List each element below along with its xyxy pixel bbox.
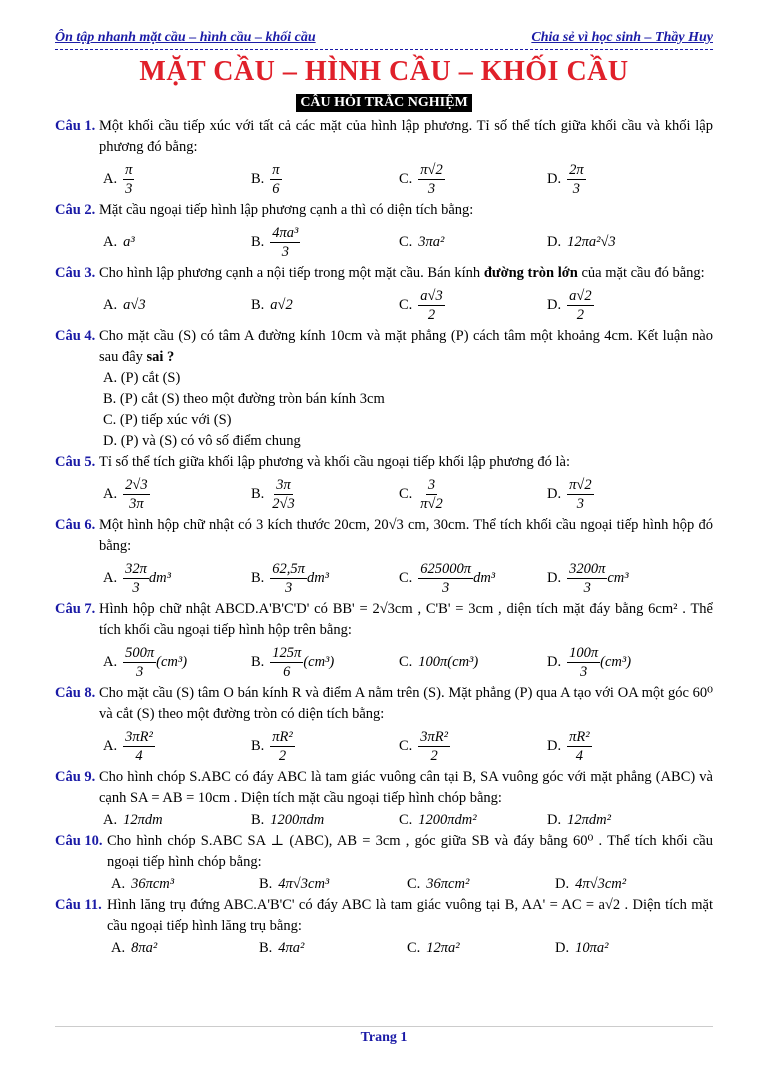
question-stem: Mặt cầu ngoại tiếp hình lập phương cạnh a thì có diện tích bằng: [99,202,474,218]
question-text [99,200,713,221]
question-label: Câu 6. [55,517,96,533]
option-value: 36πcm³ [131,875,175,892]
fraction [123,728,155,765]
option-letter: B. [259,875,273,892]
fraction [567,644,600,681]
fraction-numerator: 3π [276,476,291,493]
option-letter: A. [103,233,118,250]
option-letter: D. [547,569,562,586]
option-letter: D. [555,875,570,892]
answer-option: B. (P) cắt (S) theo một đường tròn bán kính 3cm [103,391,385,407]
fraction [567,728,591,765]
answer-option [407,874,555,895]
answer-options [99,809,713,831]
answer-option [555,874,703,895]
option-letter: B. [251,485,265,502]
answer-option [407,938,555,959]
answer-option [399,560,547,597]
answer-option [547,232,695,253]
question-emphasis: sai ? [146,349,175,365]
answer-option [103,810,251,831]
fraction [567,560,607,597]
question-text [99,116,713,158]
option-unit: (cm³) [303,653,335,670]
answer-options [99,158,713,200]
question-label: Câu 3. [55,265,96,281]
option-value: 12πa² [426,939,460,956]
answer-option [547,810,695,831]
fraction [418,287,444,324]
fraction [418,161,444,198]
question-label: Câu 11. [55,897,102,913]
option-value: 4π√3cm² [575,875,627,892]
answer-option [399,476,547,513]
option-letter: D. [547,170,562,187]
option-letter: B. [251,569,265,586]
fraction-denominator: 6 [283,663,291,680]
option-letter: D. [547,811,562,828]
fraction-numerator: a√3 [420,287,443,304]
question-label: Câu 2. [55,202,96,218]
fraction-numerator: π [125,161,133,178]
fraction [123,560,149,597]
question [55,263,713,326]
option-value: a√2 [270,296,293,313]
question [55,895,713,959]
option-letter: A. [103,737,118,754]
fraction-numerator: 4πa³ [272,224,299,241]
question-stem-end: của mặt cầu đó bằng: [581,265,705,281]
option-letter: D. [555,939,570,956]
fraction-denominator: 3 [579,663,588,680]
option-value: a√3 [123,296,146,313]
fraction-numerator: 62,5π [272,560,305,577]
answer-option [251,161,399,198]
option-letter: C. [399,233,413,250]
option-letter: C. [399,737,413,754]
fraction [123,161,134,198]
answer-option [251,560,399,597]
question [55,200,713,263]
fraction-numerator: πR² [272,728,293,745]
option-letter: C. [399,296,413,313]
question-list [55,116,713,959]
fraction [123,644,156,681]
option-value: 4π√3cm³ [278,875,330,892]
fraction-denominator: 4 [575,747,583,764]
fraction-numerator: 3πR² [125,728,153,745]
option-value: 8πa² [131,939,158,956]
answer-option [103,728,251,765]
fraction-numerator: 125π [272,644,302,661]
answer-option: A. (P) cắt (S) [103,370,181,386]
option-letter: B. [251,653,265,670]
answer-option [547,560,695,597]
fraction-denominator: 2√3 [272,495,295,512]
fraction [270,644,303,681]
question-text [99,599,713,641]
option-letter: C. [399,569,413,586]
option-letter: B. [251,233,265,250]
answer-option [103,560,251,597]
answer-option [547,161,695,198]
question-label: Câu 4. [55,328,96,344]
question [55,515,713,599]
fraction [270,728,294,765]
option-letter: D. [547,737,562,754]
answer-option [251,476,399,513]
fraction [123,476,149,513]
question-text [99,326,713,368]
fraction-denominator: 2 [427,306,436,323]
fraction-denominator: 6 [272,180,280,197]
answer-option [103,644,251,681]
answer-option [399,652,547,673]
answer-option [111,874,259,895]
answer-option [251,644,399,681]
fraction [567,287,593,324]
answer-option: C. (P) tiếp xúc với (S) [103,412,232,428]
question [55,683,713,767]
question-text [99,452,713,473]
option-letter: B. [251,296,265,313]
option-letter: C. [407,875,421,892]
fraction-denominator: 3 [284,579,293,596]
page-title: MẶT CẦU – HÌNH CẦU – KHỐI CẦU [139,56,629,87]
fraction-denominator: 3 [442,579,450,596]
header-right: Chia sẻ vì học sinh – Thầy Huy [531,30,713,45]
option-letter: C. [407,939,421,956]
option-value: 4πa² [278,939,305,956]
option-letter: C. [399,653,413,670]
question-text [99,263,713,284]
subtitle-wrap [0,93,768,112]
option-value: a³ [123,233,135,250]
answer-option [259,874,407,895]
answer-option [251,810,399,831]
question-stem: Cho mặt cầu (S) có tâm A đường kính 10cm và mặt phẳng (P) cách tâm một khoảng 4cm. Kết luận nào sau đây [99,328,713,365]
option-value: 1200πdm [270,811,325,828]
answer-option [547,287,695,324]
option-unit: dm³ [306,569,330,586]
fraction-numerator: 2π [569,161,584,178]
header-left: Ôn tập nhanh mặt cầu – hình cầu – khối cầu [55,30,316,45]
answer-options [99,221,713,263]
answer-option [399,728,547,765]
question [55,831,713,895]
fraction-numerator: π [272,161,280,178]
question-text [107,831,713,873]
fraction-denominator: 3 [125,180,133,197]
answer-option [399,287,547,324]
answer-option [547,644,695,681]
option-letter: D. [547,485,562,502]
answer-options [107,937,713,959]
question-stem: Hình lăng trụ đứng ABC.A'B'C' có đáy ABC là tam giác vuông tại B, AA' = AC = a√2 . Diện tích mặt cầu ngoại tiếp hình lăng trụ bằng: [107,897,713,934]
option-letter: A. [103,485,118,502]
fraction-numerator: π√2 [569,476,592,493]
option-value: 1200πdm² [418,811,477,828]
question-label: Câu 9. [55,769,96,785]
option-letter: A. [111,939,126,956]
fraction [418,476,444,513]
option-letter: D. [547,296,562,313]
fraction-numerator: 625000π [420,560,472,577]
answer-option [555,938,703,959]
answer-options [99,473,713,515]
fraction-numerator: 100π [569,644,599,661]
option-value: 12πdm² [567,811,611,828]
fraction-denominator: 3 [281,243,289,260]
option-letter: B. [259,939,273,956]
question [55,599,713,683]
option-letter: A. [111,875,126,892]
option-value: 12πa²√3 [567,233,616,250]
question [55,116,713,200]
option-unit: (cm³) [156,653,188,670]
fraction-numerator: 500π [125,644,155,661]
answer-options [99,725,713,767]
fraction [270,224,300,261]
option-letter: D. [547,653,562,670]
page-subtitle: CÂU HỎI TRẮC NGHIỆM [296,94,471,112]
question-text [99,515,713,557]
question [55,452,713,515]
question-stem: Cho hình lập phương cạnh a nội tiếp trong một mặt cầu. Bán kính [99,265,481,281]
option-letter: A. [103,811,118,828]
answer-options [99,641,713,683]
page-header [55,30,713,50]
fraction-denominator: 3 [583,579,591,596]
fraction-numerator: πR² [569,728,590,745]
question-text [99,767,713,809]
option-letter: A. [103,170,118,187]
fraction-numerator: 32π [125,560,147,577]
question-text [107,895,713,937]
question-text [99,683,713,725]
option-letter: A. [103,653,118,670]
footer-rule [55,1026,713,1027]
question-label: Câu 1. [55,118,96,134]
fraction-denominator: 3 [132,579,140,596]
option-value: 100π(cm³) [418,653,479,670]
question-stem: Một hình hộp chữ nhật có 3 kích thước 20cm, 20√3 cm, 30cm. Thể tích khối cầu ngoại tiếp hình hộp đó bằng: [99,517,713,554]
answer-option: D. (P) và (S) có vô số điểm chung [103,433,301,449]
question-stem: Cho hình chóp S.ABC có đáy ABC là tam giác vuông cân tại B, SA vuông góc với mặt phẳng (ABC) và cạnh SA = AB = 10cm . Diện tích mặt cầu ngoại tiếp hình chóp bằng: [99,769,713,806]
fraction-numerator: 3 [427,476,436,493]
question-stem: Cho hình chóp S.ABC SA ⊥ (ABC), AB = 3cm , góc giữa SB và đáy bằng 60⁰ . Thể tích khối cầu ngoại tiếp hình chóp bằng: [107,833,713,870]
option-unit: dm³ [148,569,171,586]
answer-option [251,728,399,765]
option-letter: B. [251,170,265,187]
question [55,326,713,452]
option-value: 3πa² [418,233,445,250]
answer-option [259,938,407,959]
page-number: Trang 1 [360,1030,408,1045]
fraction-denominator: 2 [278,747,287,764]
fraction [567,161,586,198]
fraction-numerator: a√2 [569,287,592,304]
option-letter: C. [399,811,413,828]
question-label: Câu 7. [55,601,96,617]
option-letter: D. [547,233,562,250]
question-emphasis: đường tròn lớn [483,265,578,281]
fraction [418,728,450,765]
option-unit: dm³ [473,569,496,586]
fraction-numerator: π√2 [420,161,443,178]
option-unit: (cm³) [600,653,632,670]
option-value: 10πa² [575,939,609,956]
question-label: Câu 8. [55,685,96,701]
fraction-denominator: 2 [576,306,584,323]
fraction [418,560,473,597]
fraction [567,476,593,513]
fraction [270,161,281,198]
answer-option [399,232,547,253]
answer-option [547,476,695,513]
option-letter: C. [399,170,413,187]
answer-option [103,295,251,316]
fraction [270,560,307,597]
fraction-denominator: π√2 [420,495,443,512]
answer-option [111,938,259,959]
question [55,767,713,831]
fraction-denominator: 3 [427,180,436,197]
question-stem: Tỉ số thể tích giữa khối lập phương và khối cầu ngoại tiếp khối lập phương đó là: [99,454,571,470]
answer-options [99,557,713,599]
answer-option [103,161,251,198]
question-stem: Hình hộp chữ nhật ABCD.A'B'C'D' có BB' = 2√3cm , C'B' = 3cm , diện tích mặt đáy bằng 6cm² . Thể tích khối cầu ngoại tiếp hình hộp trên bằng: [99,601,713,638]
fraction-denominator: 4 [135,747,143,764]
answer-option [399,810,547,831]
option-unit: cm³ [607,569,629,586]
answer-option [251,224,399,261]
fraction-numerator: 3πR² [420,728,449,745]
option-value: 12πdm [123,811,163,828]
answer-option [103,232,251,253]
option-letter: A. [103,569,118,586]
answer-option [251,295,399,316]
fraction-denominator: 3 [572,180,580,197]
option-letter: B. [251,811,265,828]
answer-options [107,873,713,895]
option-value: 36πcm² [426,875,470,892]
fraction-denominator: 3 [576,495,584,512]
fraction-numerator: 3200π [569,560,606,577]
fraction-numerator: 2√3 [125,476,148,493]
fraction-denominator: 3 [135,663,144,680]
answer-option [103,476,251,513]
fraction-denominator: 2 [430,747,438,764]
option-letter: C. [399,485,413,502]
question-stem: Cho mặt cầu (S) tâm O bán kính R và điểm A nằm trên (S). Mặt phẳng (P) qua A tạo với OA một góc 60⁰ và cắt (S) theo một đường tròn có diện tích bằng: [99,685,713,722]
answer-option [399,161,547,198]
option-letter: B. [251,737,265,754]
question-label: Câu 10. [55,833,103,849]
option-letter: A. [103,296,118,313]
answer-option [547,728,695,765]
fraction-denominator: 3π [129,495,144,512]
question-label: Câu 5. [55,454,96,470]
answer-options [99,284,713,326]
question-stem: Một khối cầu tiếp xúc với tất cả các mặt của hình lập phương. Tỉ số thể tích giữa khối cầu và khối lập phương đó bằng: [99,118,713,155]
fraction [270,476,296,513]
